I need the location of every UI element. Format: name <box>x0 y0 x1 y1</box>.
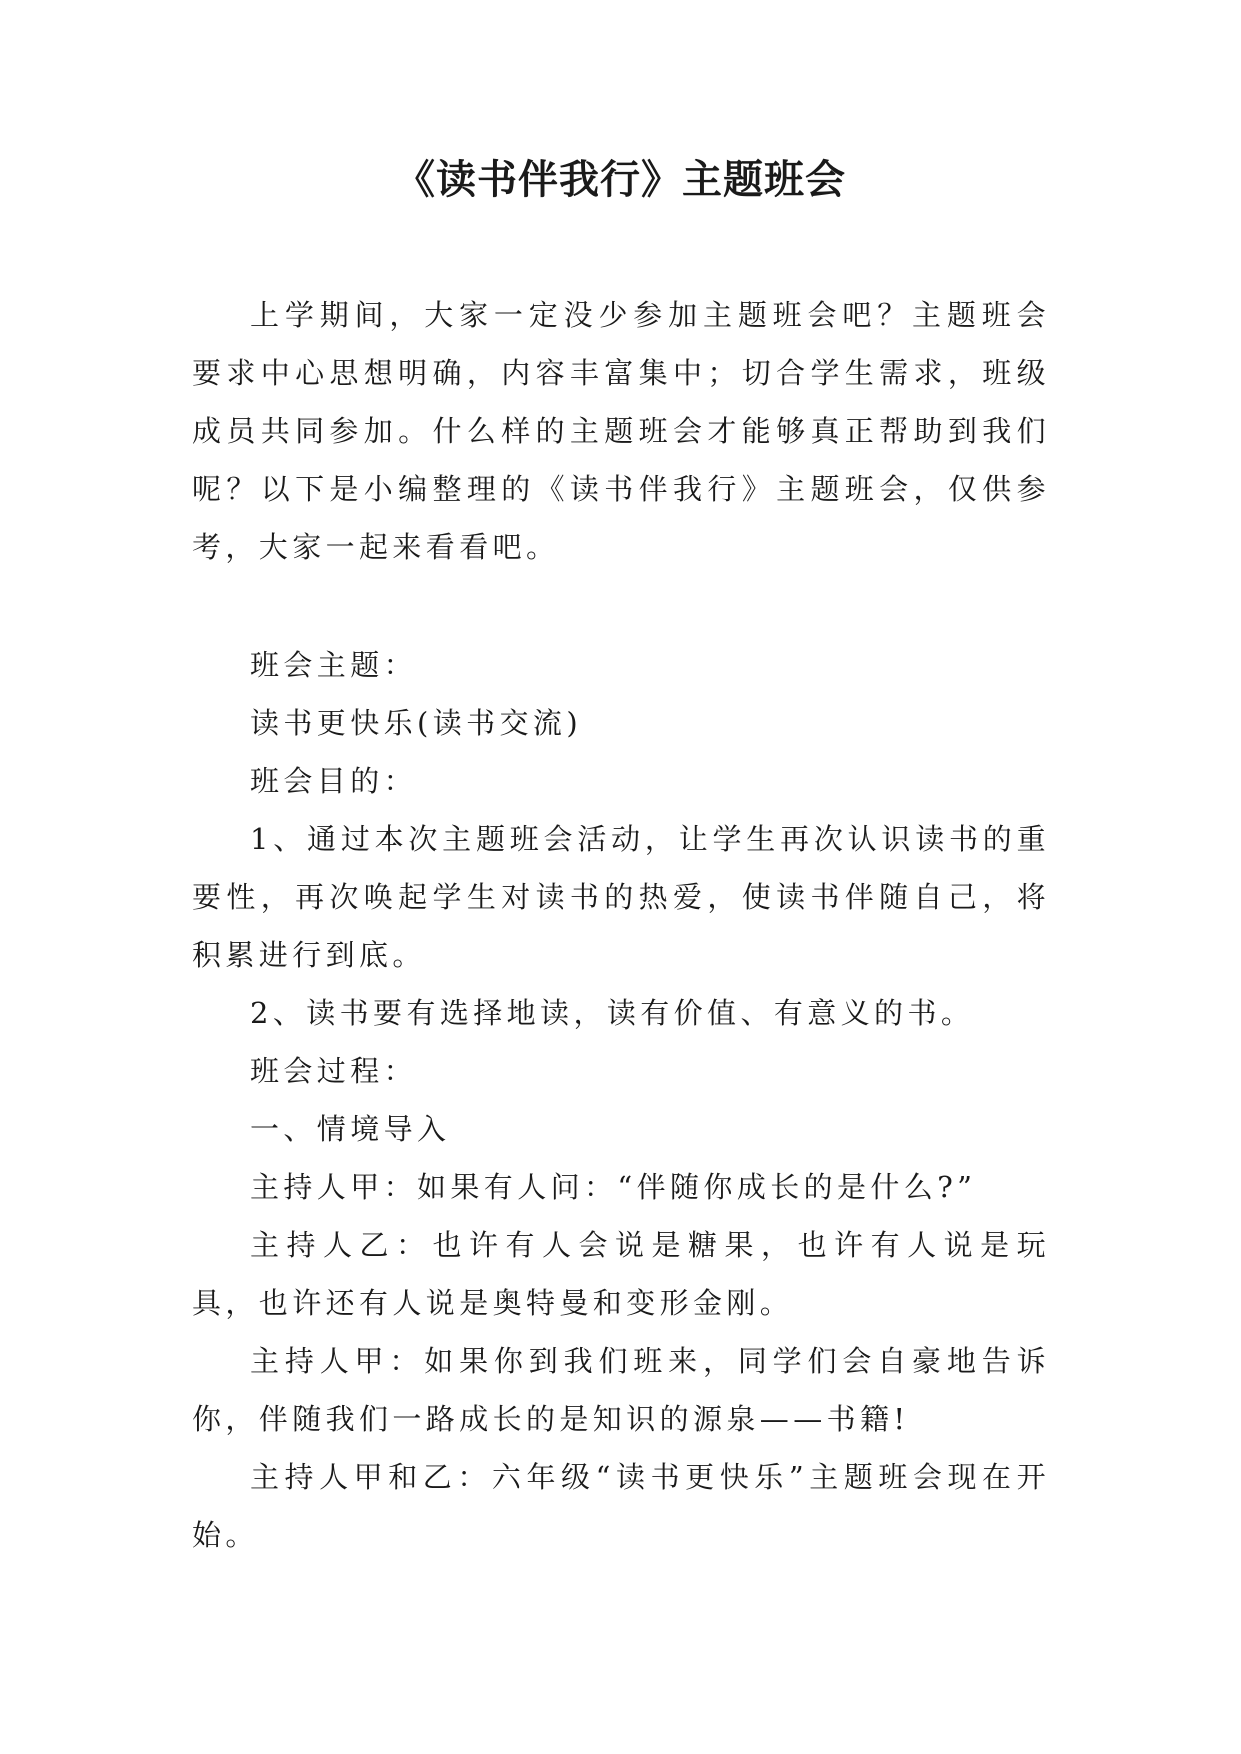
document-title: 《读书伴我行》主题班会 <box>395 157 846 203</box>
paragraph-purpose-1: 1、通过本次主题班会活动，让学生再次认识读书的重要性，再次唤起学生对读书的热爱，使读书伴随自己，将积累进行到底。 <box>192 822 1050 972</box>
paragraph-host-b-1: 主持人乙：也许有人会说是糖果，也许有人说是玩具，也许还有人说是奥特曼和变形金刚。 <box>192 1228 1050 1320</box>
paragraph-purpose-label: 班会目的： <box>250 764 418 798</box>
main-section <box>192 636 1050 1564</box>
paragraph-section-1-heading: 一、情境导入 <box>250 1112 451 1146</box>
paragraph-theme-value: 读书更快乐(读书交流) <box>250 706 583 740</box>
paragraph-hosts-together: 主持人甲和乙：六年级“读书更快乐”主题班会现在开始。 <box>192 1460 1050 1552</box>
paragraph-purpose-2: 2、读书要有选择地读，读有价值、有意义的书。 <box>250 996 975 1030</box>
intro-section <box>192 286 1050 576</box>
paragraph-host-a-1: 主持人甲：如果有人问：“伴随你成长的是什么?” <box>250 1170 977 1204</box>
paragraph-process-label: 班会过程： <box>250 1054 418 1088</box>
paragraph-host-a-2: 主持人甲：如果你到我们班来，同学们会自豪地告诉你，伴随我们一路成长的是知识的源泉——书籍! <box>192 1344 1050 1436</box>
intro-paragraph: 上学期间，大家一定没少参加主题班会吧？主题班会要求中心思想明确，内容丰富集中；切合学生需求，班级成员共同参加。什么样的主题班会才能够真正帮助到我们呢？以下是小编整理的《读书伴我行》主题班会，仅供参考，大家一起来看看吧。 <box>192 298 1050 564</box>
paragraph-theme-label: 班会主题： <box>250 648 418 682</box>
